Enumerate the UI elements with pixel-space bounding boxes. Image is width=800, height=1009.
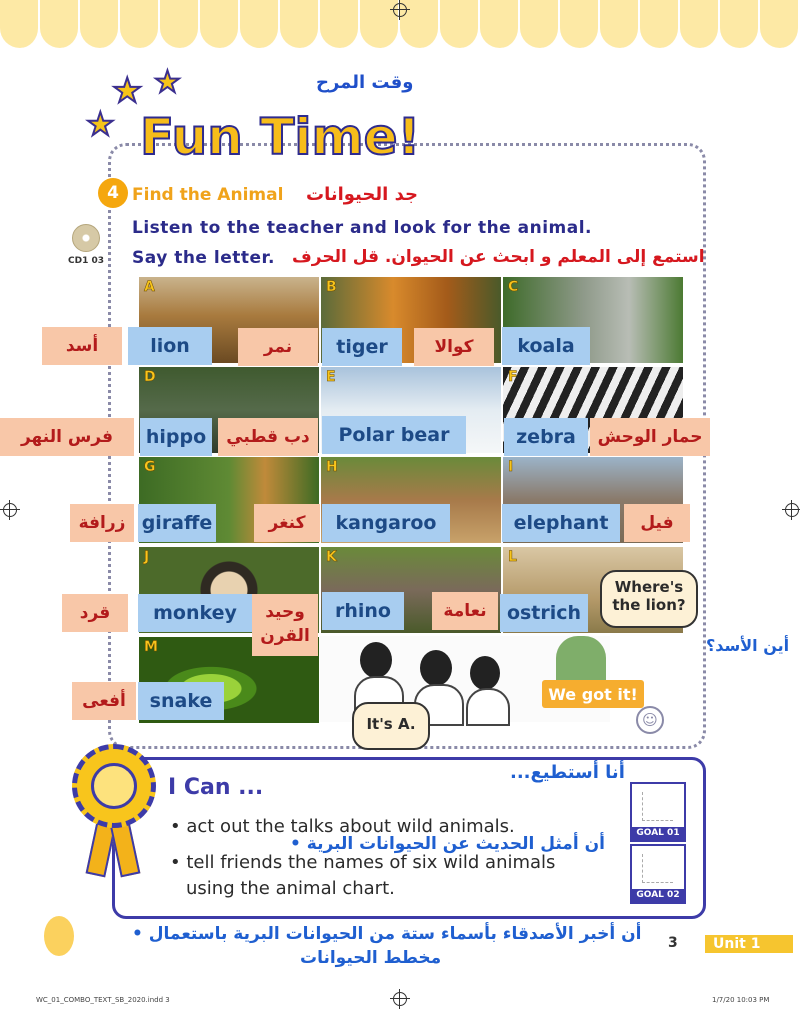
registration-mark-icon [785,503,799,517]
animal-name-kangaroo-ar: كنغر [254,504,320,542]
goal-1-arabic: أن أمثل الحديث عن الحيوانات البرية • [290,834,605,854]
photo-letter: L [508,549,517,565]
goal-2-arabic-text: أن أخبر الأصدقاء بأسماء ستة من الحيوانات البرية باستعمال [148,924,642,944]
animal-name-giraffe-ar: زرافة [70,504,134,542]
photo-letter: C [508,279,519,295]
goal-01-label: GOAL 01 [632,827,684,840]
photo-letter: K [326,549,337,565]
animal-name-koala-ar: كوالا [414,328,494,366]
animal-name-lion-ar: أسد [42,327,122,365]
print-footer-right: 1/7/20 10:03 PM [712,996,770,1004]
animal-name-snake: snake [138,682,224,720]
animal-name-elephant: elephant [502,504,620,542]
instruction-arabic: استمع إلى المعلم و ابحث عن الحيوان. قل الحرف [292,247,705,267]
i-can-title-arabic: أنا أستطيع... [510,762,625,783]
section-title: Fun Time! [140,108,421,166]
animal-name-snake-ar: أفعى [72,682,136,720]
question-arabic: أين الأسد؟ [706,636,790,655]
activity-title-arabic: جد الحيوانات [306,184,418,205]
animal-name-koala: koala [502,327,590,365]
animal-name-tiger: tiger [322,328,402,366]
goal-01-chart-icon [630,782,686,842]
animal-name-lion: lion [128,327,212,365]
goal-2-arabic-line2: مخطط الحيوانات [300,948,442,968]
animal-name-polar-bear-ar: دب قطبي [218,418,318,456]
goal-2-label: tell friends the names of six wild animals [186,852,556,873]
we-got-it-banner: We got it! [542,680,644,708]
goal-02-label: GOAL 02 [632,889,684,902]
animal-name-polar-bear: Polar bear [322,416,466,454]
star-icon: ★ [86,105,115,143]
animal-name-hippo-ar: فرس النهر [0,418,134,456]
animal-name-elephant-ar: فيل [624,504,690,542]
animal-name-rhino-ar: وحيد القرن [252,594,318,656]
photo-letter: E [326,369,336,385]
animal-name-hippo: hippo [140,418,212,456]
photo-letter: G [144,459,156,475]
animal-name-zebra: zebra [504,418,588,456]
photo-letter: F [508,369,518,385]
goal-1-label: act out the talks about wild animals. [186,816,515,837]
registration-mark-icon [3,503,17,517]
registration-mark-icon [393,3,407,17]
star-icon: ★ [154,65,181,100]
unit-label: Unit 1 [705,935,793,953]
print-footer-left: WC_01_COMBO_TEXT_SB_2020.indd 3 [36,996,170,1004]
animal-name-ostrich: ostrich [500,594,588,632]
goal-2-arabic-line1: أن أخبر الأصدقاء بأسماء ستة من الحيوانات البرية باستعمال • [132,924,642,944]
animal-name-ostrich-ar: نعامة [432,592,498,630]
smiley-icon: ☺ [636,706,664,734]
animal-name-zebra-ar: حمار الوحش [590,418,710,456]
photo-letter: M [144,639,158,655]
section-title-arabic: وقت المرح [316,72,414,93]
animal-name-tiger-ar: نمر [238,328,318,366]
speech-bubble-answer: It's A. [352,702,430,750]
photo-letter: A [144,279,155,295]
animal-name-monkey: monkey [138,594,252,632]
registration-mark-icon [393,992,407,1006]
animal-name-rhino: rhino [322,592,404,630]
animal-name-giraffe: giraffe [138,504,216,542]
goal-2-text-line2: using the animal chart. [186,878,395,899]
goal-1-arabic-text: أن أمثل الحديث عن الحيوانات البرية [306,834,605,854]
photo-letter: D [144,369,156,385]
photo-letter: I [508,459,514,475]
star-icon: ★ [112,71,143,111]
photo-letter: H [326,459,338,475]
audio-cd-icon[interactable] [67,224,103,254]
instruction-line-2: Say the letter. [132,248,275,268]
photo-letter: B [326,279,337,295]
speech-bubble-question [600,570,698,628]
speech-bubble-question-text: Where's the lion? [612,578,686,614]
animal-name-kangaroo: kangaroo [322,504,450,542]
page-number: 3 [668,935,678,951]
goal-1-text: • act out the talks about wild animals. [170,816,515,837]
instruction-line-1: Listen to the teacher and look for the animal. [132,218,592,238]
audio-track-label: CD1 03 [68,256,104,266]
activity-title: Find the Animal [132,185,284,205]
animal-name-monkey-ar: قرد [62,594,128,632]
award-rosette-icon [72,744,156,828]
goal-2-text: • tell friends the names of six wild animals [170,852,556,873]
publisher-logo-icon [44,916,74,956]
photo-letter: J [144,549,150,565]
goal-02-chart-icon [630,844,686,904]
i-can-title: I Can ... [168,775,264,800]
activity-number-badge: 4 [98,178,128,208]
